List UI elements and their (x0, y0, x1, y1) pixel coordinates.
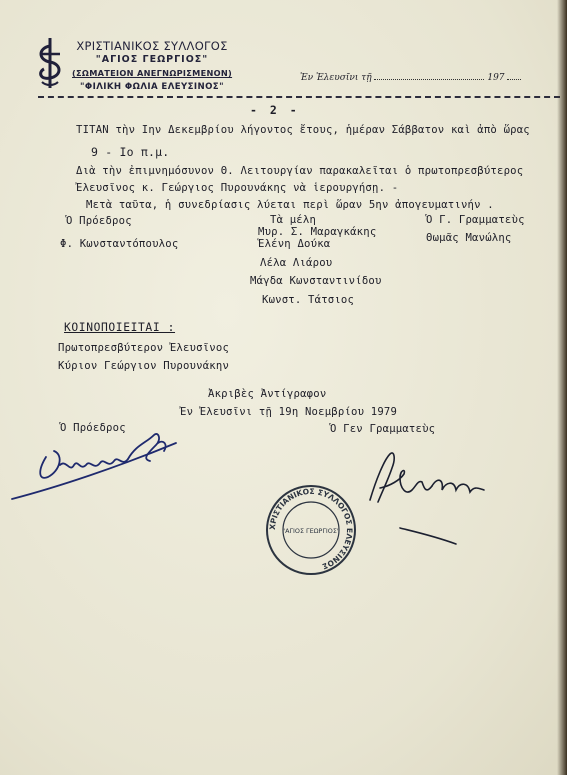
body-line-1: ΤΙΤΑΝ τὴν Ιην Δεκεμβρίου λήγοντος ἔτους, ἡμέραν Σάββατον καὶ ἀπὸ ὥρας (76, 124, 530, 136)
distribution-heading: ΚΟΙΝΟΠΟΙΕΙΤΑΙ : (64, 321, 176, 334)
president-name: Φ. Κωνσταντόπουλος (60, 238, 179, 250)
distribution-recipient: Πρωτοπρεσβύτερον Ἐλευσῖνος (58, 342, 230, 354)
secretary-name: Θωμᾶς Μανώλης (426, 232, 512, 244)
body-line-5: Μετὰ ταῦτα, ἡ συνεδρίασις λύεται περὶ ὥραν 5ην ἀπογευματινήν . (86, 199, 494, 211)
member-name: Κωνστ. Τάτσιος (262, 294, 355, 306)
member-name: Λέλα Λιάρου (260, 257, 333, 269)
distribution-recipient: Κύριον Γεώργιον Πυρουνάκην (58, 360, 230, 372)
certification-line-2: Ἐν Ἐλευσῖνι τῇ 19η Νοεμβρίου 1979 (180, 406, 398, 418)
president-label: Ὁ Πρόεδρος (66, 215, 132, 227)
letterhead-date-year: 197 (487, 73, 505, 83)
stamp-ring-text: ΧΡΙΣΤΙΑΝΙΚΟΣ ΣΥΛΛΟΓΟΣ ΕΛΕΥΣΙΝΟΣ (267, 486, 355, 572)
body-line-4: Ἐλευσῖνος κ. Γεώργιος Πυρουνάκης νὰ ἱερουργήσῃ. - (76, 182, 399, 194)
letterhead-line-1: ΧΡΙΣΤΙΑΝΙΚΟΣ ΣΥΛΛΟΓΟΣ (76, 39, 228, 53)
certification-secretary-label: Ὁ Γεν Γραμματεὺς (330, 423, 436, 435)
president-signature (8, 415, 188, 510)
letterhead-date-prefix: Ἐν Ἐλευσῖνι τῇ (300, 73, 372, 83)
body-line-2: 9 - Ιο π.μ. (91, 145, 170, 159)
secretary-signature (360, 440, 500, 550)
year-blank (507, 79, 521, 80)
society-stamp (265, 484, 357, 576)
letterhead-line-2: "ΑΓΙΟΣ ΓΕΩΡΓΙΟΣ" (95, 54, 209, 65)
member-name: Ἑλένη Δούκα (258, 238, 331, 250)
society-emblem-icon (34, 36, 66, 92)
members-label: Τὰ μέλη (270, 214, 317, 226)
member-name: Μυρ. Σ. Μαραγκάκης (258, 226, 377, 238)
letterhead-divider (38, 96, 560, 98)
page-number: - 2 - (250, 103, 300, 117)
body-line-3: Διὰ τὴν ἐπιμνημόσυνον Θ. Λειτουργίαν παρακαλεῖται ὁ πρωτοπρεσβύτερος (76, 165, 524, 177)
date-blank (374, 79, 484, 80)
stamp-center-text: "ΑΓΙΟΣ ΓΕΩΡΓΙΟΣ" (282, 527, 340, 535)
letterhead-line-3: (ΣΩΜΑΤΕΙΟΝ ΑΝΕΓΝΩΡΙΣΜΕΝΟΝ) (72, 68, 233, 78)
certification-president-label: Ὁ Πρόεδρος (60, 422, 126, 434)
letterhead-line-4: "ΦΙΛΙΚΗ ΦΩΛΙΑ ΕΛΕΥΣΙΝΟΣ" (80, 82, 224, 92)
secretary-label: Ὁ Γ. Γραμματεὺς (426, 214, 525, 226)
certification-line-1: Ἀκριβὲς Ἀντίγραφον (208, 388, 327, 400)
letterhead-date (300, 73, 521, 83)
member-name: Μάγδα Κωνσταντινίδου (250, 275, 382, 287)
